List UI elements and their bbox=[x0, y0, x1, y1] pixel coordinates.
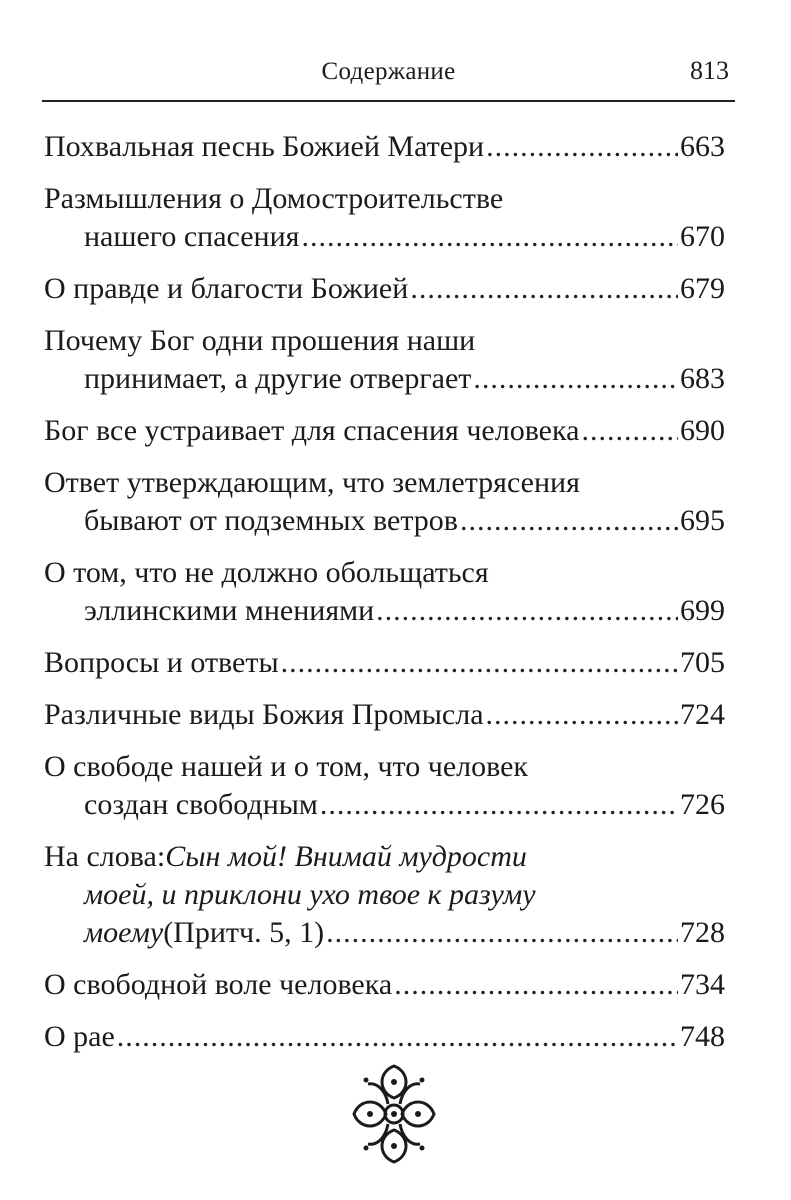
entry-title-cont: нашего спасения bbox=[84, 220, 300, 253]
entry-page: 724 bbox=[680, 698, 725, 731]
entry-title: О рае bbox=[44, 1020, 115, 1053]
entry-title: Бог все устраивает для спасения человека bbox=[44, 414, 580, 447]
entry-page: 683 bbox=[680, 362, 725, 395]
toc-entry[interactable] bbox=[44, 966, 725, 1004]
toc-entry[interactable] bbox=[44, 696, 725, 734]
dot-leader bbox=[281, 644, 678, 682]
toc-entry[interactable] bbox=[44, 128, 725, 166]
entry-page: 690 bbox=[680, 414, 725, 447]
table-of-contents bbox=[44, 128, 725, 1070]
entry-page: 670 bbox=[680, 220, 725, 253]
entry-title-cont: эллинскими мнениями bbox=[84, 594, 375, 627]
dot-leader bbox=[117, 1018, 678, 1056]
entry-page: 699 bbox=[680, 594, 725, 627]
toc-entry[interactable] bbox=[44, 464, 725, 540]
entry-quote-end: моему bbox=[84, 916, 164, 949]
dot-leader bbox=[320, 786, 678, 824]
entry-page: 734 bbox=[680, 968, 725, 1001]
entry-title: О правде и благости Божией bbox=[44, 272, 409, 305]
toc-entry[interactable] bbox=[44, 748, 725, 824]
toc-entry[interactable] bbox=[44, 644, 725, 682]
entry-title: Похвальная песнь Божией Матери bbox=[44, 130, 485, 163]
toc-entry[interactable] bbox=[44, 1018, 725, 1056]
toc-entry[interactable] bbox=[44, 180, 725, 256]
entry-page: 679 bbox=[680, 272, 725, 305]
dot-leader bbox=[486, 128, 678, 166]
entry-title: Почему Бог одни прошения наши bbox=[44, 324, 476, 357]
entry-page: 728 bbox=[680, 916, 725, 949]
dot-leader bbox=[394, 966, 678, 1004]
entry-page: 705 bbox=[680, 646, 725, 679]
header-title: Содержание bbox=[321, 58, 456, 85]
entry-reference: (Притч. 5, 1) bbox=[163, 916, 325, 949]
entry-quote: Сын мой! Внимай мудрости bbox=[165, 840, 527, 873]
entry-page: 663 bbox=[680, 130, 725, 163]
entry-title: Вопросы и ответы bbox=[44, 646, 279, 679]
entry-quote-cont: моей, и приклони ухо твое к разуму bbox=[84, 878, 536, 911]
entry-title: На слова: bbox=[44, 840, 166, 873]
dot-leader bbox=[410, 270, 678, 308]
header-page-number: 813 bbox=[690, 56, 729, 85]
page-header bbox=[42, 50, 735, 102]
entry-title-cont: создан свободным bbox=[84, 788, 318, 821]
dot-leader bbox=[376, 592, 678, 630]
toc-entry[interactable] bbox=[44, 322, 725, 398]
toc-entry[interactable] bbox=[44, 270, 725, 308]
entry-page: 748 bbox=[680, 1020, 725, 1053]
dot-leader bbox=[460, 502, 678, 540]
dot-leader bbox=[473, 360, 678, 398]
entry-title: О свободной воле человека bbox=[44, 968, 393, 1001]
entry-title: Размышления о Домостроительстве bbox=[44, 182, 504, 215]
dot-leader bbox=[326, 914, 678, 952]
entry-page: 726 bbox=[680, 788, 725, 821]
entry-title-cont: бывают от подземных ветров bbox=[84, 504, 458, 537]
toc-entry[interactable] bbox=[44, 412, 725, 450]
entry-page: 695 bbox=[680, 504, 725, 537]
toc-entry[interactable] bbox=[44, 838, 725, 952]
floral-ornament-icon bbox=[348, 1058, 440, 1170]
dot-leader bbox=[301, 218, 678, 256]
entry-title: О свободе нашей и о том, что человек bbox=[44, 750, 528, 783]
dot-leader bbox=[581, 412, 678, 450]
entry-title: Различные виды Божия Промысла bbox=[44, 698, 484, 731]
entry-title: О том, что не должно обольщаться bbox=[44, 556, 489, 589]
entry-title: Ответ утверждающим, что землетрясения bbox=[44, 466, 580, 499]
entry-title-cont: принимает, а другие отвергает bbox=[84, 362, 472, 395]
dot-leader bbox=[486, 696, 678, 734]
toc-entry[interactable] bbox=[44, 554, 725, 630]
